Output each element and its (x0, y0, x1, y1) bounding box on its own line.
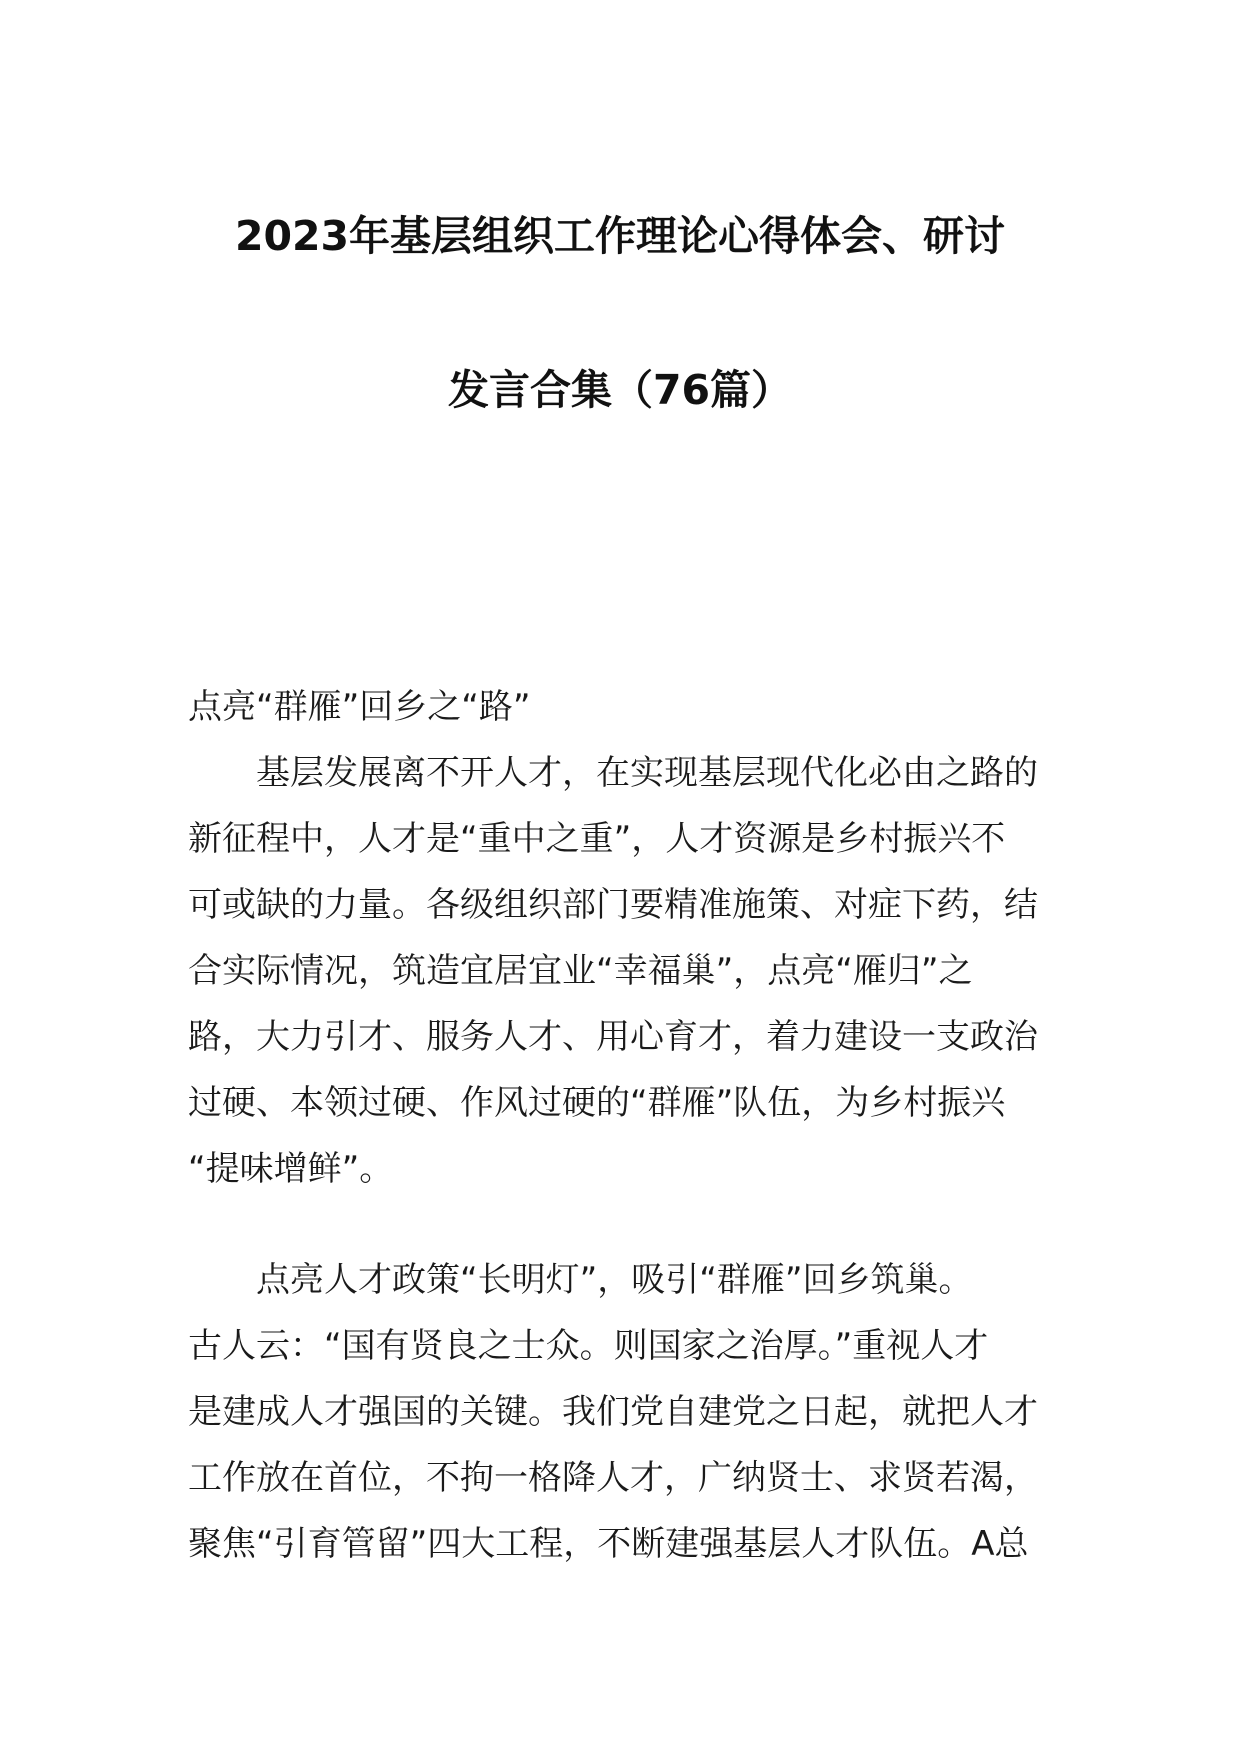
paragraph-2-line: 是建成人才强国的关键。我们党自建党之日起，就把人才 (188, 1392, 1038, 1432)
paragraph-1-line: 新征程中，人才是“重中之重”，人才资源是乡村振兴不 (188, 819, 1006, 859)
document-title-line-2: 发言合集（76篇） (447, 366, 793, 414)
paragraph-2 (188, 1247, 1058, 1577)
paragraph-1-line: “提味增鲜”。 (188, 1149, 394, 1189)
paragraph-1-line: 可或缺的力量。各级组织部门要精准施策、对症下药，结 (188, 885, 1038, 925)
paragraph-1-line: 基层发展离不开人才，在实现基层现代化必由之路的 (256, 753, 1038, 793)
paragraph-1-line: 路，大力引才、服务人才、用心育才，着力建设一支政治 (188, 1017, 1038, 1057)
section-heading: 点亮“群雁”回乡之“路” (188, 687, 531, 727)
paragraph-1 (188, 740, 1058, 1202)
section-heading-block (188, 674, 1058, 740)
paragraph-1-line: 过硬、本领过硬、作风过硬的“群雁”队伍，为乡村振兴 (188, 1083, 1006, 1123)
paragraph-1-line: 合实际情况，筑造宜居宜业“幸福巢”，点亮“雁归”之 (188, 951, 973, 991)
paragraph-2-line: 点亮人才政策“长明灯”，吸引“群雁”回乡筑巢。 (256, 1260, 973, 1300)
paragraph-2-line: 古人云：“国有贤良之士众。则国家之治厚。”重视人才 (188, 1326, 989, 1366)
paragraph-2-line: 聚焦“引育管留”四大工程，不断建强基层人才队伍。A总 (188, 1524, 1029, 1564)
paragraph-2-line: 工作放在首位，不拘一格降人才，广纳贤士、求贤若渴， (188, 1458, 1038, 1498)
document-title-line-1: 2023年基层组织工作理论心得体会、研讨 (234, 212, 1006, 260)
